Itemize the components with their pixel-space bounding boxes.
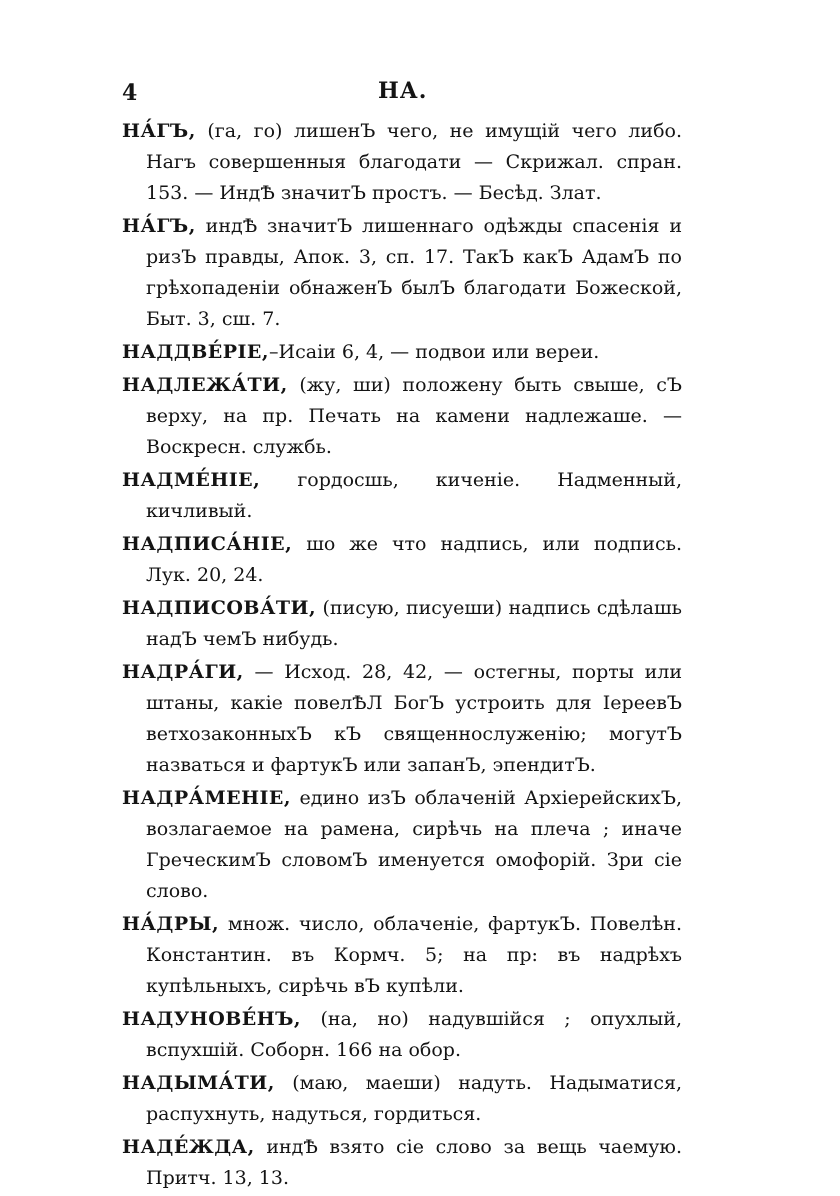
dictionary-entry — [122, 116, 682, 209]
dictionary-entry — [122, 783, 682, 907]
entry-headword: НА́ГЪ, — [122, 215, 196, 237]
entry-text: — Исход. 28, 42, — остегны, порты или штаны, какіе повелѢЛ БогЪ устроить для ІереевЪ ветхозаконныхЪ кЪ священнослуженію; могутЪ назваться и фартукЪ или запанЪ, эпендитЪ. — [146, 661, 682, 776]
entry-text: шо же что надпись, или подпись. Лук. 20, 24. — [146, 533, 682, 586]
dictionary-entry — [122, 657, 682, 781]
entry-text: (жу, ши) положену быть свыше, сЪ верху, на пр. Печать на камени надлежаше. — Воскресн. службь. — [146, 374, 682, 458]
entry-headword: НАДМЕ́НІЕ, — [122, 469, 261, 491]
dictionary-entry — [122, 1068, 682, 1130]
entry-headword: НА́ГЪ, — [122, 120, 196, 142]
entry-text: (маю, маеши) надуть. Надыматися, распухнуть, надуться, гордиться. — [146, 1072, 682, 1125]
running-head: НА. — [378, 78, 428, 104]
entry-text: (га, го) лишенЪ чего, не имущій чего либо. Нагъ совершенныя благодати — Скрижал. спран. 153. — ИндѢ значитЪ простъ. — Бесѣд. Злат. — [146, 120, 682, 204]
entry-text: индѢ значитЪ лишеннаго одѣжды спасенія и ризЪ правды, Апок. 3, сп. 17. ТакЪ какЪ АдамЪ по грѣхопаденіи обнаженЪ былЪ благодати Божеской, Быт. 3, сш. 7. — [146, 215, 682, 330]
dictionary-entry — [122, 337, 682, 368]
dictionary-entry — [122, 909, 682, 1002]
entry-headword: НАДЫМА́ТИ, — [122, 1072, 275, 1094]
entry-text: едино изЪ облаченій АрхіерейскихЪ, возлагаемое на рамена, сирѣчь на плеча ; иначе ГреческимЪ словомЪ именуется омофорій. Зри сіе слово. — [146, 787, 682, 902]
dictionary-entries — [122, 116, 682, 1196]
entry-headword: НАДДВЕ́РІЕ, — [122, 341, 270, 363]
entry-headword: НАДПИСОВА́ТИ, — [122, 597, 317, 619]
dictionary-entry — [122, 211, 682, 335]
entry-headword: НА́ДРЫ, — [122, 913, 220, 935]
entry-text: (на, но) надувшійся ; опухлый, вспухшій. Соборн. 166 на обор. — [146, 1008, 682, 1061]
entry-headword: НАДРА́ГИ, — [122, 661, 244, 683]
entry-headword: НАДУНОВЕ́НЪ, — [122, 1008, 302, 1030]
entry-text: индѢ взято сіе слово за вещь чаемую. Притч. 13, 13. — [146, 1136, 682, 1189]
entry-headword: НАДРА́МЕНІЕ, — [122, 787, 292, 809]
dictionary-entry — [122, 370, 682, 463]
entry-text: гордосшь, киченіе. Надменный, кичливый. — [146, 469, 682, 522]
dictionary-entry — [122, 465, 682, 527]
entry-headword: НАДПИСА́НІЕ, — [122, 533, 293, 555]
dictionary-entry — [122, 593, 682, 655]
entry-headword: НАДЛЕЖА́ТИ, — [122, 374, 288, 396]
dictionary-entry — [122, 1004, 682, 1066]
entry-headword: НАДЕ́ЖДА, — [122, 1136, 255, 1158]
dictionary-entry — [122, 1132, 682, 1194]
entry-text: –Исаіи 6, 4, — подвои или вереи. — [269, 341, 600, 363]
entry-text: (писую, писуеши) надпись сдѣлашь надЪ чемЪ нибудь. — [146, 597, 682, 650]
dictionary-entry — [122, 529, 682, 591]
entry-text: множ. число, облаченіе, фартукЪ. Повелѣн. Константин. въ Кормч. 5; на пр: въ надрѣхъ купѣльныхъ, сирѣчь вЪ купѣли. — [146, 913, 682, 997]
page-number: 4 — [122, 80, 138, 106]
